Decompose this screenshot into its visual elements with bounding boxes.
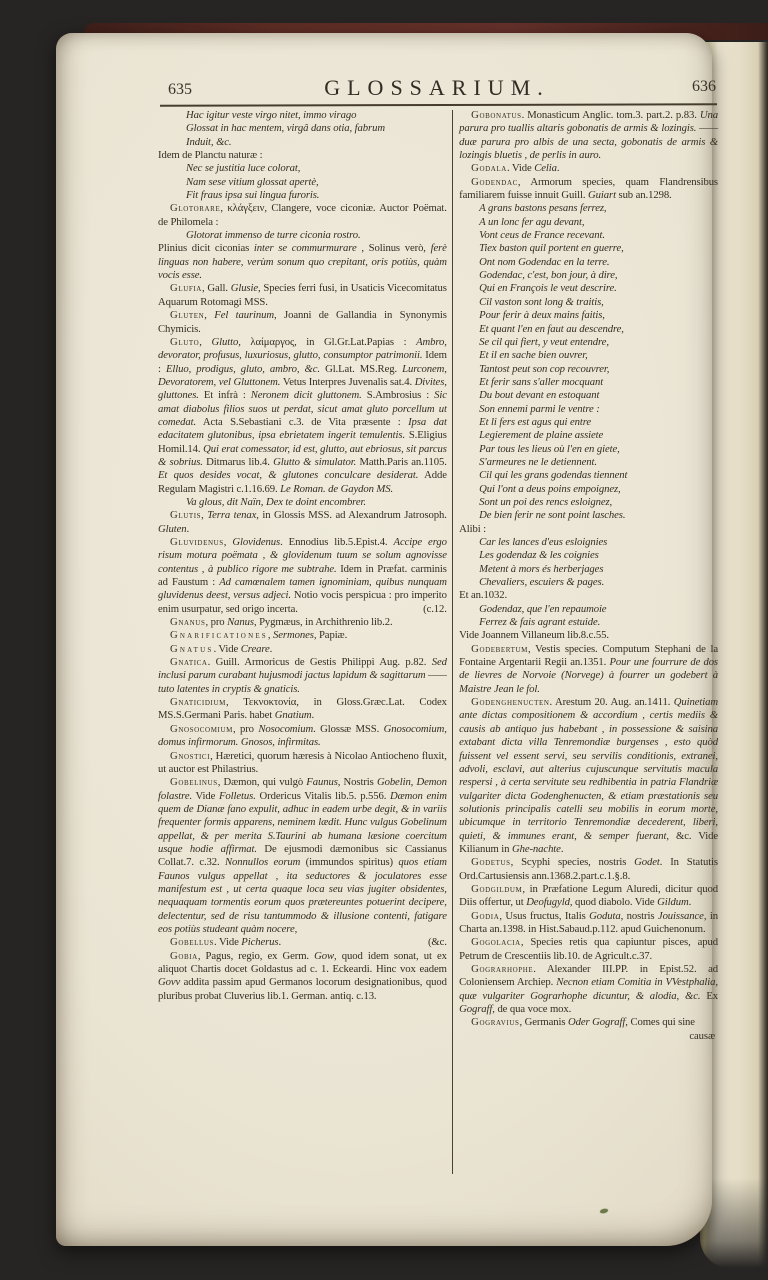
text-segment: , Nostris	[337, 776, 377, 789]
text-segment: Divites, gluttones.	[158, 375, 447, 402]
text-column-right	[459, 109, 718, 1174]
text-segment: Gluten	[158, 522, 187, 535]
glossary-paragraph	[158, 616, 447, 629]
text-segment: , Scyphi species, nostris	[510, 856, 635, 869]
text-segment: Nosocomium	[258, 722, 314, 735]
catchword	[459, 1030, 718, 1043]
verse-block	[459, 202, 718, 522]
verse-block	[158, 162, 447, 202]
glossary-paragraph	[158, 950, 447, 1003]
verse-line: Qui en François le veut descrire.	[479, 282, 617, 295]
text-segment: Govv	[158, 976, 181, 989]
text-segment: Fel taurinum	[214, 309, 275, 322]
text-segment: Gnosocomium, domus infirmorum.	[158, 722, 447, 749]
text-segment: , Germanis	[519, 1016, 568, 1029]
headword: Gograrhophe	[471, 963, 534, 975]
text-segment: Ditmarus lib.4.	[202, 455, 274, 468]
headword: Gnaticidium	[170, 696, 226, 709]
text-segment: , nostris	[620, 909, 658, 922]
text-segment: , Hæretici, quorum hæresis à Nicolao Antiocheno fluxit, ut auctor est Philastrius.	[158, 749, 447, 775]
glossary-paragraph	[459, 176, 718, 203]
verse-line: Pour ferir à deux mains faitis,	[479, 309, 605, 322]
verse-line: Du bout devant en estoquant	[479, 389, 600, 402]
verse-line: Va glous, dit Naïn, Dex te doint encombrer.	[186, 495, 366, 508]
column-mark: (c.12.	[423, 602, 447, 615]
verse-line: Godendaz, que l'en repaumoie	[479, 602, 607, 615]
glossary-paragraph	[459, 1016, 718, 1029]
glossary-paragraph	[459, 643, 718, 696]
headword: Gnanus	[170, 616, 206, 629]
glossary-paragraph	[158, 696, 447, 723]
text-segment: .	[269, 642, 273, 655]
glossary-paragraph	[459, 162, 718, 175]
headword: Gnarificationes	[170, 629, 268, 642]
text-segment: . Ennodius lib.5.Epist.4.	[280, 536, 394, 548]
glossary-paragraph	[459, 936, 718, 963]
text-segment: quos etiam Faunos vulgus appellat , ita seductores & joculatores esse manifestum est , ut certa quaque loca seu vias jugiter obsidentes, nequaquam tormentis eorum quos prætereuntes potuerint decipere, delectentur, sed de risu tantummodo & illusione contenti, fatigare eos potiùs studeant quàm nocere,	[158, 856, 447, 935]
glossary-paragraph	[459, 629, 718, 642]
headword: Gnosocomium	[170, 722, 233, 735]
verse-line: Son ennemi parmi le ventre :	[479, 402, 600, 415]
verse-line: Et ferir sans s'aller mocquant	[479, 375, 604, 388]
text-segment: Ipsa dat edacitatem glutonibus, ipsa ebrietatem ingerit temulentis.	[158, 415, 447, 442]
glossary-paragraph	[459, 109, 718, 162]
text-segment: Idem in Præfat. carminis ad Faustum :	[158, 562, 447, 589]
text-segment: Gow	[314, 949, 335, 962]
headword: Gobelinus	[170, 776, 218, 789]
text-segment: Ordericus Vitalis lib.5. p.556.	[255, 789, 391, 802]
text-segment: Notio vocis perspicua : pro imperito enim usurpatur, sed origo incerta.	[158, 589, 447, 615]
text-segment: Sermones	[273, 629, 314, 642]
glossary-paragraph	[158, 336, 447, 496]
text-segment: , Usus fructus, Italis	[499, 909, 590, 922]
text-segment: Creare	[240, 642, 270, 655]
glossary-paragraph	[459, 696, 718, 856]
headword: Gnatica	[170, 656, 208, 669]
verse-line: Godendac, c'est, bon jour, à dire,	[479, 269, 618, 282]
text-segment: Ambro, devorator, profusus, luxuriosus, glutto, consumptor patrimonii.	[158, 335, 447, 362]
text-segment: Una parura pro tuallis altaris gobonatis de armis & lozingis. —— duæ parura pro albis de una secta, gobonatis de armis & lozingis bluetis , de perlis in auro.	[459, 109, 718, 162]
verse-line: A grans bastons pesans ferrez,	[479, 202, 607, 215]
headword: Godendac	[471, 175, 518, 188]
verse-line: Tiex baston quil portent en guerre,	[479, 242, 624, 255]
glossary-paragraph	[459, 523, 718, 536]
text-segment: Deofugyld	[526, 896, 570, 909]
headword: Gnostici	[170, 749, 211, 762]
text-segment: Glovidenus	[232, 536, 281, 548]
headword: Godebertum	[471, 642, 528, 655]
text-segment: Et quos desides vocat, & glutones conculcare desiderat.	[158, 469, 419, 482]
text-segment: Pour une fourrure de dos de lievres de Norvoie (Norvege) à fourrer un godebert à Maistre Jean le fol.	[459, 656, 718, 695]
verse-line: Vont ceus de France recevant.	[479, 229, 605, 242]
verse-line: Fit fraus ipsa sui lingua furoris.	[186, 189, 320, 202]
glossary-paragraph	[459, 883, 718, 910]
headword: Gluto	[170, 335, 200, 348]
headword: Godia	[471, 909, 500, 922]
text-segment: . Alexander III.PP. in Epist.52. ad Coloniensem Archiep.	[459, 963, 718, 989]
text-segment: , Papiæ.	[313, 629, 348, 642]
headword: Glufia	[170, 282, 202, 295]
text-segment: , Joanni de Gallandia in Synonymis Chymicis.	[158, 309, 447, 335]
text-segment: causæ	[689, 1029, 715, 1042]
glossary-paragraph	[158, 776, 447, 936]
text-segment: ,	[199, 335, 212, 348]
verse-line: Par tous les lieus où l'en en giete,	[479, 442, 620, 455]
text-segment: , Vestis species. Computum Stephani de la Fontaine Argentarii Regii an.1351.	[459, 642, 718, 669]
text-segment: , in Præfatione Legum Aluredi, dicitur quod Diis offertur, ut	[459, 882, 718, 909]
text-segment: Guiart	[588, 189, 616, 202]
text-segment: Le Roman. de Gaydon MS.	[280, 482, 394, 495]
text-segment: Gobelin, Demon folastre.	[158, 776, 447, 802]
glossary-paragraph	[158, 282, 447, 309]
headword: Godetus	[471, 856, 511, 869]
text-segment: . Arestum 20. Aug. an.1411.	[549, 696, 674, 709]
verse-line: De bien ferir ne sont point lasches.	[479, 509, 626, 522]
book-page	[56, 33, 718, 1246]
verse-block	[158, 229, 447, 242]
verse-line: Hac igitur veste virgo nitet, immo virago	[186, 109, 357, 121]
ink-speck	[600, 1208, 609, 1214]
text-segment: . Guill. Armoricus de Gestis Philippi Aug. p.82.	[207, 656, 432, 669]
text-segment: Alibi :	[459, 522, 487, 535]
glossary-paragraph	[158, 309, 447, 336]
text-segment: Necnon etiam Comitia in VVestphalia, quæ vulgariter Gograrhophe dicuntur, & alodia, &c.	[459, 976, 718, 1002]
verse-line: Nam sese vitium glossat apertè,	[186, 175, 319, 188]
text-segment: Ad camœnalem tamen ignominiam, quibus nunquam gluvidenus deest, versus adjeci.	[158, 576, 447, 602]
text-segment: Acta S.Sebastiani c.3. de Vita præsente :	[196, 415, 409, 428]
text-segment: ferè linguas non habere, verùm sonum quo crepitant, oris potiùs, quàm vocis esse.	[158, 242, 447, 282]
text-segment: Gildum	[657, 896, 689, 909]
glossary-paragraph	[158, 750, 447, 777]
column-divider-rule	[452, 110, 453, 1174]
headword: Gogravius	[471, 1016, 520, 1029]
text-segment: (immundos spiritus)	[305, 856, 393, 869]
verse-line: Et li fers est agus qui entre	[479, 415, 592, 428]
headword: Gobonatus	[471, 109, 522, 121]
verse-line: Tantost peut son cop recouvrer,	[479, 362, 610, 375]
verse-line: Induit, &c.	[186, 135, 232, 148]
verse-block	[158, 496, 447, 509]
verse-line: Cil qui les grans godendas tiennent	[479, 469, 628, 482]
verse-line: Qui l'ont a deus poins empoignez,	[479, 482, 621, 495]
glossary-paragraph	[158, 242, 447, 282]
text-area	[158, 109, 718, 1174]
text-segment: Picherus	[241, 936, 279, 949]
text-segment: .	[560, 842, 564, 855]
text-segment: . Monasticum Anglic. tom.3. part.2. p.83.	[521, 109, 700, 121]
verse-line: Les godendaz & les coignies	[479, 549, 599, 562]
glossary-paragraph	[158, 202, 447, 229]
text-segment: , Solinus verò,	[356, 242, 431, 255]
text-segment: .	[311, 709, 315, 722]
verse-line: Ferrez & fais agrant estuide.	[479, 616, 601, 629]
text-segment: Vide	[192, 789, 219, 802]
verse-block	[459, 603, 718, 630]
verse-line: Metent à mors és herberjages	[479, 562, 604, 575]
text-segment: , Pygmæus, in Archithrenio lib.2.	[253, 616, 393, 629]
page-number-left: 635	[168, 81, 192, 98]
text-segment: S.Eligius Homil.14.	[158, 429, 447, 455]
text-segment: Nonnullos eorum	[225, 856, 306, 869]
text-segment: Accipe ergo risum motura poëmata , & glovidenum tuum se solum agnovisse contentus , à publico rigore me subtrahe.	[158, 536, 447, 575]
verse-line: Sont un poi des rencs esloignez,	[479, 495, 613, 508]
text-segment: , quod idem sonat, ut ex aliquot Chartis docet Goldastus ad c. 1. Eckeardi. Hinc vox eadem	[158, 949, 447, 975]
text-segment: Quinetiam ante dictas compositionem & accordium , certis mediis & causis ab antiquo jus habebant , in possessione & saisina extabant dicta villa Tenremondiæ burgenses , esto quòd fuissent vel essent servi, seu servilis conditionis, extranei, advoli, esclavi, aut alterius cujuscunque servitutis macula respersi , à certa servitute seu redhibentia in patria Flandriæ vulgariter dicta Godenghenucten, & etiam præstationis seu solutionis principalis catelli seu mobilis in eorum morte, ubicumque in territorio Tenremondiæ decederent, liberi, quieti, & immunes erant, & semper fuerant,	[459, 696, 718, 842]
text-segment: Godet	[634, 856, 660, 869]
headword: Glutis	[170, 509, 202, 522]
column-mark: (&c.	[427, 936, 447, 949]
headword: Gluten	[170, 309, 205, 322]
text-segment: , in Charta an.1398. in Hist.Sabaud.p.112. apud Guichenonum.	[459, 909, 718, 935]
headword: Gobellus	[170, 936, 215, 949]
text-segment: Lurconem, Devoratorem, vel Gluttonem.	[158, 362, 447, 388]
text-segment: , Comes qui sine	[625, 1016, 695, 1029]
text-segment: Terra tenax	[207, 509, 257, 522]
headword: Gobia	[170, 949, 198, 962]
text-segment: . Glossæ MSS.	[313, 722, 384, 735]
text-segment: Adde Regulam Magistri c.1.16.69.	[158, 469, 447, 495]
verse-line: A un lonc fer agu devant,	[479, 215, 585, 228]
headword: Gogolacia	[471, 936, 521, 949]
text-segment: Jouissance	[657, 909, 704, 922]
text-segment: Et infrà :	[198, 389, 251, 402]
text-segment: Idem de Planctu naturæ :	[158, 149, 263, 162]
headword: Godenghenucten	[471, 696, 550, 709]
glossary-paragraph	[158, 643, 447, 656]
header-rule	[160, 103, 717, 106]
text-segment: .	[688, 896, 692, 909]
text-segment: , Species ferri fusi, in Usaticis Vicecomitatus Aquarum Rotomagi MSS.	[158, 282, 447, 308]
verse-block	[158, 109, 447, 149]
text-segment: Matth.Paris an.1105.	[356, 455, 447, 468]
text-segment: Idem :	[158, 349, 447, 375]
text-segment: Ghe-nachte	[511, 842, 561, 855]
text-segment: Plinius dicit ciconias	[158, 242, 254, 255]
glossary-paragraph	[158, 936, 447, 949]
glossary-paragraph	[459, 963, 718, 1016]
verse-line: Car les lances d'eus esloignies	[479, 536, 608, 548]
glossary-paragraph	[158, 536, 447, 616]
page-number-right: 636	[692, 78, 716, 95]
text-segment: , Dæmon, qui vulgò	[217, 776, 307, 789]
text-segment: Goduta	[589, 909, 621, 922]
text-column-left	[158, 109, 447, 1174]
text-segment: , κλάγξειν, Clangere, voce ciconiæ. Auctor Poëmat. de Philomela :	[158, 202, 447, 228]
glossary-paragraph	[158, 629, 447, 642]
verse-line: Chevaliers, escuiers & pages.	[479, 576, 605, 589]
verse-line: Et il en sache bien ouvrer,	[479, 349, 588, 362]
verse-line: Glossat in hac mentem, virgâ dans otia, fabrum	[186, 122, 385, 135]
text-segment: Celia	[534, 162, 557, 175]
text-segment: ,	[267, 629, 274, 642]
headword: Glotorare	[170, 202, 221, 215]
text-segment: , Τεκνοκτονία, in Gloss.Græc.Lat. Codex MS.S.Germani Paris. habet	[158, 696, 447, 722]
glossary-paragraph	[158, 723, 447, 750]
text-segment: Gnatium	[274, 709, 312, 722]
text-segment: Sic amat diabolus filios suos ut perdat, sicut amat gluto porcellum ut comedat.	[158, 389, 447, 428]
running-title: GLOSSARIUM.	[324, 75, 550, 100]
verse-line: Cil vaston sont long & traitis,	[479, 295, 604, 308]
glossary-paragraph	[459, 910, 718, 937]
glossary-paragraph	[459, 856, 718, 883]
text-segment: , quod diabolo. Vide	[569, 896, 658, 909]
text-segment: ,	[223, 536, 233, 548]
text-segment: , pro	[205, 616, 228, 629]
text-segment: Folletus.	[219, 789, 256, 802]
glossary-paragraph	[158, 509, 447, 536]
text-segment: .	[278, 936, 282, 949]
text-segment: Vetus Interpres Juvenalis sat.4.	[280, 375, 415, 388]
text-segment: Et an.1032.	[459, 589, 508, 602]
headword: Godgildum	[471, 882, 523, 895]
text-segment: Gnosos, infirmitas.	[240, 736, 321, 749]
headword: Godala	[471, 162, 507, 175]
glossary-paragraph	[459, 589, 718, 602]
text-segment: ,	[201, 509, 208, 522]
text-segment: Sed inclusi parum curabant hujusmodi jactus lapidum & sagittarum —— tuto latentes in cryptis & gnaticis.	[158, 656, 447, 695]
text-segment: Gograff	[459, 1003, 493, 1016]
verse-block	[459, 536, 718, 589]
verse-line: Et quant l'en en faut au descendre,	[479, 322, 624, 335]
verse-line: Legierement de plaine assiete	[479, 429, 604, 442]
text-segment: , Armorum species, quam Flandrensibus familiarem fuisse innuit Guill.	[459, 175, 718, 202]
text-segment: , Pagus, regio, ex Germ.	[197, 949, 315, 962]
text-segment: Gl.Lat. MS.Reg.	[319, 362, 403, 375]
text-segment: Dæmon enim quem de Dianæ fano expulit, adhuc in eadem urbe degit, & in variis frequenter formis apparens, neminem lædit. Hunc vulgus Gobelinum appellat, & per merita S.Taurini ab humana læsione coercitum usque hodie affirmat.	[158, 789, 447, 855]
text-segment: , de qua voce mox.	[492, 1003, 572, 1016]
text-segment: .	[556, 162, 560, 175]
text-segment: Vide Joannem Villaneum lib.8.c.55.	[459, 629, 609, 642]
verse-line: Glotorat immenso de turre ciconia rostro.	[186, 229, 361, 242]
text-segment: De ejusmodi dæmonibus sic Cassianus Collat.7. c.32.	[158, 842, 447, 869]
text-segment: , Species retis qua capiuntur pisces, apud Petrum de Crescentiis lib.10. de Agricult.c.37.	[459, 936, 718, 962]
headword: Gluvidenus	[170, 536, 224, 548]
text-segment: sub an.1298.	[615, 189, 672, 202]
text-segment: . In Statutis Ord.Cartusiensis ann.1368.2.part.c.1.§.8.	[459, 856, 718, 882]
verse-line: Se cil qui fiert, y veut entendre,	[479, 335, 609, 348]
text-segment: &c. Vide Kilianum in	[459, 829, 718, 855]
text-segment: Glutto & simulator.	[273, 455, 357, 468]
text-segment: Nanus	[227, 616, 254, 629]
text-segment: Glutto	[211, 335, 239, 348]
verse-line: S'armeures ne le detiennent.	[479, 455, 597, 468]
text-segment: Oder Gograff	[568, 1016, 626, 1029]
text-segment: Faunus	[306, 776, 338, 789]
text-segment: ,	[204, 309, 215, 322]
text-segment: . Vide	[506, 162, 535, 175]
text-segment: , pro	[232, 722, 259, 735]
text-segment: Elluo, prodigus, gluto, ambro, &c.	[165, 362, 320, 375]
text-segment: , Gall.	[201, 282, 231, 295]
glossary-paragraph	[158, 149, 447, 162]
verse-line: Ont nom Godendac en la terre.	[479, 255, 610, 268]
text-segment: Ex	[700, 989, 718, 1002]
text-segment: inter se commurmurare	[253, 242, 357, 255]
text-segment: . Vide	[213, 642, 241, 655]
text-segment: .	[186, 522, 190, 535]
text-segment: S.Ambrosius :	[361, 389, 435, 402]
headword: Gnatus	[170, 642, 214, 655]
text-segment: . Vide	[214, 936, 242, 949]
text-segment: Neronem dicit gluttonem.	[250, 389, 362, 402]
glossary-paragraph	[158, 656, 447, 696]
verse-line: Nec se justitia luce colorat,	[186, 162, 301, 175]
page-header	[158, 75, 716, 103]
text-segment: Qui erat comessator, id est, glutto, aut ebriosus, sit parcus & sobrius.	[158, 442, 447, 468]
text-segment: Glusie	[230, 282, 259, 295]
text-segment: , λαίμαργος, in Gl.Gr.Lat.Papias :	[238, 335, 417, 348]
text-segment: , in Glossis MSS. ad Alexandrum Jatrosoph.	[256, 509, 447, 522]
text-segment: addita passim apud Germanos locorum designationibus, quod pluribus probat Cluverius lib.1. German. antiq. c.13.	[158, 976, 447, 1002]
